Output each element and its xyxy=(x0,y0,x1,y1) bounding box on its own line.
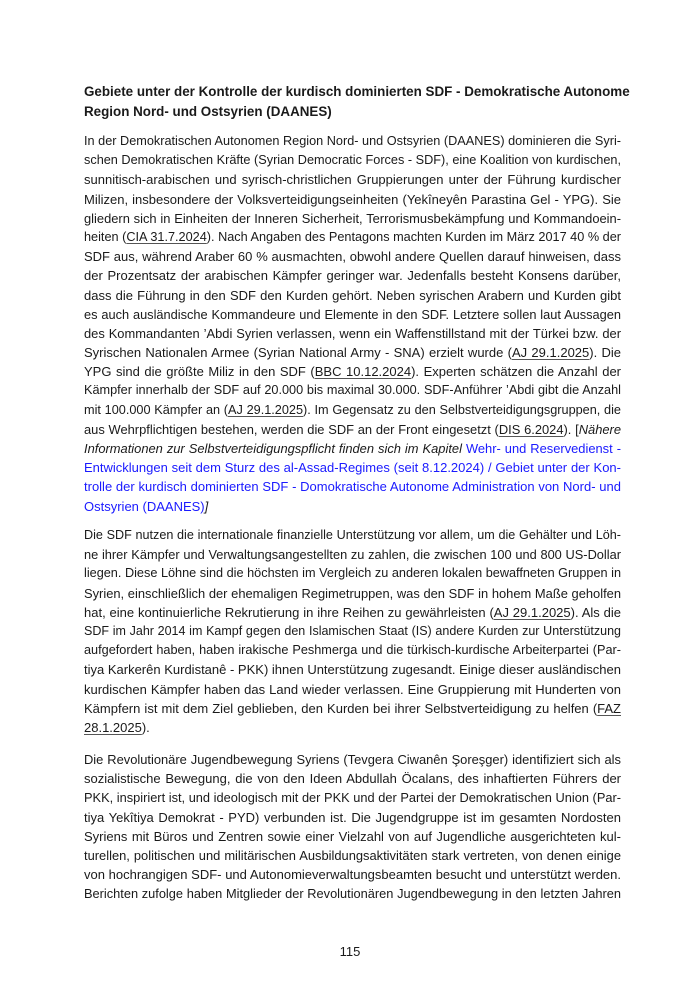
text-segment: ne ihrer Kämpfer und Verwaltungsangestellten zu zahlen, die zwischen 100 und 800 US-Dollar xyxy=(84,547,621,563)
text-segment: In der Demokratischen Autonomen Region Nord- und Ostsyrien (DAANES) dominieren die Syri- xyxy=(84,134,621,148)
text-line xyxy=(84,750,621,769)
text-line xyxy=(84,439,621,458)
text-line xyxy=(84,132,621,151)
chapter-link[interactable]: Ostsyrien (DAANES) xyxy=(84,498,205,514)
italic-note: Nähere xyxy=(578,421,621,437)
text-segment: ). Als die xyxy=(570,604,621,620)
text-segment: sunnitisch-arabischen und syrisch-christlichen Gruppierungen unter der Führung kurdischer xyxy=(84,172,621,188)
text-line xyxy=(84,699,621,718)
text-line xyxy=(84,477,621,496)
citation-link[interactable]: AJ 29.1.2025 xyxy=(493,604,571,620)
text-line xyxy=(84,343,621,362)
text-segment: es auch ausländische Kommandeure und Elemente in den SDF. Letztere sollen laut Aussagen xyxy=(84,306,621,322)
text-segment: Die Revolutionäre Jugendbewegung Syriens (Tevgera Ciwanên Şoreşger) identifiziert sich als xyxy=(84,752,621,767)
text-segment: PKK, inspiriert ist, und ideologisch mit der PKK und der Partei der Demokratischen Union (Par- xyxy=(84,790,621,806)
text-line xyxy=(84,622,621,641)
text-segment: schen Demokratischen Kräfte (Syrian Democratic Forces - SDF), eine Koalition von kurdischen, xyxy=(84,153,621,168)
text-segment: Berichten zufolge haben Mitglieder der Revolutionären Jugendbewegung in den letzten Jahren xyxy=(84,886,621,902)
text-line xyxy=(84,286,621,305)
text-segment: Syriens mit Büros und Zentren sowie einer Vielzahl von auf Jugendliche ausgerichteten kul- xyxy=(84,828,621,844)
citation-link[interactable]: FAZ xyxy=(597,700,621,716)
citation-link[interactable]: CIA 31.7.2024 xyxy=(126,229,207,244)
text-line xyxy=(84,209,621,228)
text-segment: dass die Führung in den SDF den Kurden gehört. Neben syrischen Arabern und Kurden gibt xyxy=(84,287,621,303)
text-segment: Syrischen Nationalen Armee (Syrian National Army - SNA) erzielt wurde ( xyxy=(84,345,512,361)
text-line xyxy=(84,247,621,266)
text-segment: der Prozentsatz der arabischen Kämpfer geringer war. Jedenfalls besteht Konsens darüber, xyxy=(84,268,621,284)
chapter-link[interactable]: trolle der kurdisch dominierten SDF - Domokratische Autonome Administration von Nord- und xyxy=(84,479,621,495)
text-line xyxy=(84,769,621,788)
text-line xyxy=(84,170,621,189)
text-line xyxy=(84,603,621,622)
citation-link[interactable]: AJ 29.1.2025 xyxy=(511,345,590,361)
paragraph-sdf-funding xyxy=(84,526,621,737)
text-line xyxy=(84,660,621,679)
text-segment: Kämpfern ist mit dem Ziel geblieben, den Kurden bei ihrer Selbstverteidigung zu helfen ( xyxy=(84,700,598,716)
text-line xyxy=(84,564,621,583)
text-segment: von hochrangigen SDF- und Autonomieverwaltungsbeamten besucht und unterstützt werden. xyxy=(84,867,621,883)
italic-note: ] xyxy=(204,498,209,514)
text-line xyxy=(84,865,621,884)
text-line xyxy=(84,718,621,737)
text-segment: Milizen, insbesondere der Volksverteidigungseinheiten (Yekîneyên Parastina Gel - YPG). Sie xyxy=(84,191,621,207)
text-line xyxy=(84,362,621,381)
text-line xyxy=(84,584,621,603)
text-line xyxy=(84,228,621,247)
text-line xyxy=(84,497,621,516)
text-segment: des Kommandanten ’Abdi Syrien verlassen, wenn ein Waffenstillstand mit der Türkei bzw. der xyxy=(84,325,621,341)
text-line xyxy=(84,884,621,903)
text-segment: ). Experten schätzen die Anzahl der xyxy=(411,364,621,380)
text-line xyxy=(84,788,621,807)
text-segment: gliedern sich in Einheiten der Inneren Sicherheit, Terrorismusbekämpfung und Kommandoein- xyxy=(84,210,621,226)
text-segment: Kämpfer innerhalb der SDF auf 20.000 bis maximal 30.000. SDF-Anführer ’Abdi gibt die Anzahl xyxy=(84,383,621,398)
citation-link[interactable]: BBC 10.12.2024 xyxy=(314,364,412,380)
text-segment: Syrien, einschließlich der ehemaligen Regimetruppen, was den SDF in hohem Maße geholfen xyxy=(84,585,621,601)
text-line xyxy=(84,266,621,285)
text-line xyxy=(84,190,621,209)
italic-note: Informationen zur Selbstverteidigungspflicht finden sich im Kapitel xyxy=(84,441,466,456)
text-segment: sozialistische Bewegung, die von den Ideen Abdullah Öcalans, des inhaftierten Führers der xyxy=(84,771,621,787)
text-line xyxy=(84,381,621,400)
text-segment: ). Die xyxy=(589,345,621,361)
text-segment: aufgefordert haben, haben irakische Peshmerga und die türkisch-kurdische Arbeiterpartei (Par- xyxy=(84,643,621,658)
paragraph-youth-movement xyxy=(84,750,621,904)
text-segment: kurdischen Kämpfer haben das Land wieder verlassen. Eine Gruppierung mit Hunderten von xyxy=(84,681,621,697)
text-segment: Die SDF nutzen die internationale finanzielle Unterstützung vor allem, um die Gehälter und Löh- xyxy=(84,528,621,542)
section-heading xyxy=(84,82,630,122)
text-segment: mit 100.000 Kämpfer an ( xyxy=(84,402,229,417)
text-line xyxy=(84,641,621,660)
chapter-link[interactable]: Entwicklungen seit dem Sturz des al-Assad-Regimes (seit 8.12.2024) / Gebiet unter der Kon- xyxy=(84,460,621,476)
text-segment: YPG sind die größte Miliz in den SDF ( xyxy=(84,364,315,380)
text-segment: turellen, politischen und militärischen Ausbildungsaktivitäten stark vertreten, von denen einige xyxy=(84,847,621,863)
citation-link[interactable]: 28.1.2025 xyxy=(84,719,142,735)
text-line xyxy=(84,401,621,420)
citation-link[interactable]: DIS 6.2024 xyxy=(498,421,564,437)
page-number: 115 xyxy=(339,944,361,959)
text-line xyxy=(84,545,621,564)
text-line xyxy=(84,808,621,827)
heading-line: Gebiete unter der Kontrolle der kurdisch dominierten SDF - Demokratische Autonome xyxy=(84,84,630,99)
text-line xyxy=(84,151,621,170)
text-line xyxy=(84,305,621,324)
text-line xyxy=(84,526,621,545)
text-segment: SDF im Jahr 2014 im Kampf gegen den Islamischen Staat (IS) andere Kurden zur Unterstützung xyxy=(84,623,621,638)
text-line xyxy=(84,324,621,343)
text-segment: SDF aus, während Araber 60 % ausmachten, obwohl andere Quellen darauf hinweisen, dass xyxy=(84,249,621,265)
citation-link[interactable]: AJ 29.1.2025 xyxy=(228,402,304,417)
text-segment: ). Nach Angaben des Pentagons machten Kurden im März 2017 40 % der xyxy=(206,229,621,244)
text-segment: ). [ xyxy=(563,421,579,437)
heading-line: Region Nord- und Ostsyrien (DAANES) xyxy=(84,104,332,119)
text-line xyxy=(84,458,621,477)
text-line xyxy=(84,680,621,699)
text-line xyxy=(84,827,621,846)
text-segment: liegen. Diese Löhne sind die höchsten im Vergleich zu anderen lokalen bewaffneten Gruppen in xyxy=(84,566,621,581)
text-line xyxy=(84,846,621,865)
text-segment: tiya Yekîtiya Demokrat - PYD) verbunden ist. Die Jugendgruppe ist im gesamten Nordosten xyxy=(84,809,621,825)
text-segment: heiten ( xyxy=(84,229,127,244)
text-segment: ). Im Gegensatz zu den Selbstverteidigungsgruppen, die xyxy=(303,402,621,417)
text-line xyxy=(84,420,621,439)
text-segment: hat, eine kontinuierliche Rekrutierung in ihre Reihen zu gewährleisten ( xyxy=(84,604,494,620)
chapter-link[interactable]: Wehr- und Reservedienst - xyxy=(465,441,621,456)
paragraph-sdf-overview xyxy=(84,132,621,516)
text-segment: tiya Karkerên Kurdistanê - PKK) ihnen Unterstützung zugesandt. Einige dieser ausländischen xyxy=(84,662,621,678)
text-segment: aus Wehrpflichtigen bestehen, werden die SDF an der Front eingesetzt ( xyxy=(84,421,499,437)
text-segment: ). xyxy=(141,719,150,735)
